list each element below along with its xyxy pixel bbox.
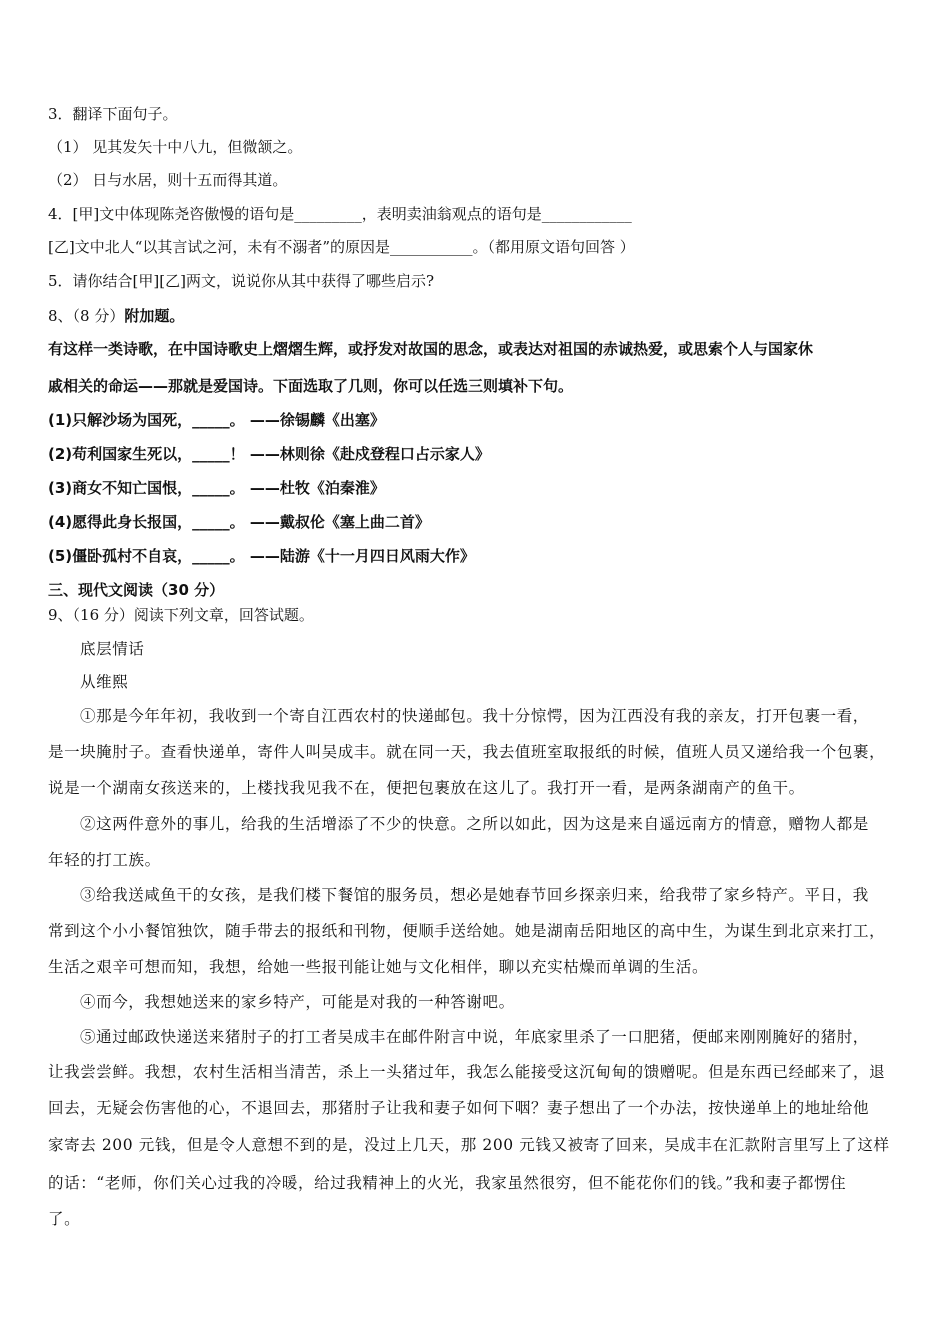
q4-line-2: [乙]文中北人“以其言试之河，未有不溺者”的原因是___________。（都用原文语句回答 ） bbox=[48, 238, 635, 256]
article-line: 是一块腌肘子。查看快递单，寄件人叫吴成丰。就在同一天，我去值班室取报纸的时候，值班人员又递给我一个包裹， bbox=[48, 743, 886, 761]
article-line: 了。 bbox=[48, 1210, 81, 1228]
article-line: ④而今，我想她送来的家乡特产，可能是对我的一种答谢吧。 bbox=[80, 993, 515, 1011]
article-line: 常到这个小小餐馆独饮，随手带去的报纸和刊物，便顺手送给她。她是湖南岳阳地区的高中生，为谋生到北京来打工， bbox=[48, 922, 886, 940]
q9-heading: 9、（16 分）阅读下列文章，回答试题。 bbox=[48, 606, 314, 624]
article-title: 底层情话 bbox=[80, 640, 145, 658]
article-line: 的话：“老师，你们关心过我的冷暖，给过我精神上的火光，我家虽然很穷，但不能花你们的钱。”我和妻子都愣住 bbox=[48, 1174, 847, 1192]
q8-heading bbox=[48, 306, 184, 326]
q8-heading-score: 8、（8 分） bbox=[48, 307, 125, 325]
article-line: 年轻的打工族。 bbox=[48, 851, 161, 869]
q8-item: (4)愿得此身长报国，_____。 ——戴叔伦《塞上曲二首》 bbox=[48, 513, 430, 531]
article-line: ①那是今年年初，我收到一个寄自江西农村的快递邮包。我十分惊愕，因为江西没有我的亲友，打开包裹一看， bbox=[80, 707, 869, 725]
q3-sentence-2: （2） 日与水居，则十五而得其道。 bbox=[48, 171, 288, 189]
article-line: 生活之艰辛可想而知，我想，给她一些报刊能让她与文化相伴，聊以充实枯燥而单调的生活。 bbox=[48, 958, 709, 976]
article-line: ⑤通过邮政快递送来猪肘子的打工者吴成丰在邮件附言中说，年底家里杀了一口肥猪，便邮来刚刚腌好的猪肘， bbox=[80, 1028, 869, 1046]
section-3-heading: 三、现代文阅读（30 分） bbox=[48, 581, 225, 599]
article-line: 家寄去 200 元钱，但是令人意想不到的是，没过上几天，那 200 元钱又被寄了回来，吴成丰在汇款附言里写上了这样 bbox=[48, 1136, 890, 1154]
q8-heading-label: 附加题。 bbox=[124, 307, 185, 325]
question-5: 5．请你结合[甲][乙]两文，说说你从其中获得了哪些启示? bbox=[48, 272, 434, 290]
q3-sentence-1: （1） 见其发矢十中八九，但微颔之。 bbox=[48, 138, 303, 156]
article-line: ②这两件意外的事儿，给我的生活增添了不少的快意。之所以如此，因为这是来自遥远南方的情意，赠物人都是 bbox=[80, 815, 869, 833]
article-line: 回去，无疑会伤害他的心，不退回去，那猪肘子让我和妻子如何下咽？妻子想出了一个办法，按快递单上的地址给他 bbox=[48, 1099, 870, 1117]
q4-line-1: 4．[甲]文中体现陈尧咨傲慢的语句是_________，表明卖油翁观点的语句是____________ bbox=[48, 205, 632, 223]
article-line: 让我尝尝鲜。我想，农村生活相当清苦，杀上一头猪过年，我怎么能接受这沉甸甸的馈赠呢。但是东西已经邮来了，退 bbox=[48, 1063, 886, 1081]
q3-title: 3．翻译下面句子。 bbox=[48, 105, 178, 123]
q8-item: (3)商女不知亡国恨，_____。 ——杜牧《泊秦淮》 bbox=[48, 479, 385, 497]
q8-item: (1)只解沙场为国死，_____。 ——徐锡麟《出塞》 bbox=[48, 411, 385, 429]
article-author: 从维熙 bbox=[80, 673, 129, 691]
q8-intro-1: 有这样一类诗歌，在中国诗歌史上熠熠生辉，或抒发对故国的思念，或表达对祖国的赤诚热爱，或思索个人与国家休 bbox=[48, 340, 814, 358]
article-line: ③给我送咸鱼干的女孩，是我们楼下餐馆的服务员，想必是她春节回乡探亲归来，给我带了家乡特产。平日，我 bbox=[80, 886, 869, 904]
article-line: 说是一个湖南女孩送来的，上楼找我见我不在，便把包裹放在这儿了。我打开一看，是两条湖南产的鱼干。 bbox=[48, 779, 805, 797]
q8-item: (5)僵卧孤村不自哀，_____。 ——陆游《十一月四日风雨大作》 bbox=[48, 547, 475, 565]
q8-intro-2: 戚相关的命运——那就是爱国诗。下面选取了几则，你可以任选三则填补下句。 bbox=[48, 377, 574, 395]
q8-item: (2)苟利国家生死以，_____！ ——林则徐《赴戍登程口占示家人》 bbox=[48, 445, 490, 463]
